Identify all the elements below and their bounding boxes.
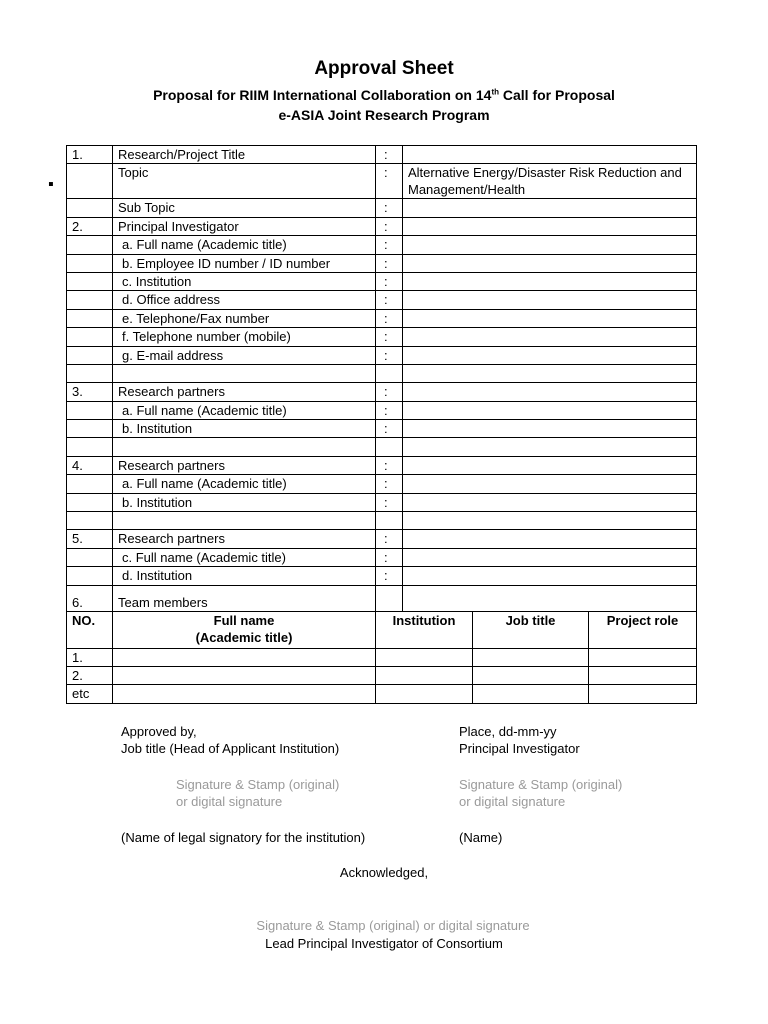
row-label: Team members xyxy=(113,585,376,611)
team-job-title-cell[interactable] xyxy=(473,666,589,684)
row-colon: : xyxy=(376,291,403,309)
row-colon: : xyxy=(376,217,403,235)
row-number: 2. xyxy=(67,217,113,235)
blank-spacer-row xyxy=(67,512,697,530)
row-label: Principal Investigator xyxy=(113,217,376,235)
team-project-role-cell[interactable] xyxy=(589,648,697,666)
row-value-field[interactable] xyxy=(403,199,697,217)
form-row xyxy=(67,585,697,611)
row-label: b. Institution xyxy=(113,493,376,511)
team-institution-cell[interactable] xyxy=(376,666,473,684)
team-institution-cell[interactable] xyxy=(376,648,473,666)
team-full-name-cell[interactable] xyxy=(113,685,376,703)
full-name-header-line: Full name xyxy=(213,612,275,628)
row-label: Research partners xyxy=(113,456,376,474)
form-row xyxy=(67,291,697,309)
spacer-cell xyxy=(113,438,376,456)
row-value-field[interactable] xyxy=(403,236,697,254)
row-number xyxy=(67,328,113,346)
right-signature-placeholder-2: or digital signature xyxy=(459,794,566,809)
team-header-project-role: Project role xyxy=(589,611,697,648)
blank-spacer-row xyxy=(67,438,697,456)
row-number: 3. xyxy=(67,383,113,401)
row-value-field[interactable] xyxy=(403,146,697,164)
lead-pi-label: Lead Principal Investigator of Consortium xyxy=(265,936,503,951)
form-row xyxy=(67,309,697,327)
bullet-marker: ▪ xyxy=(48,176,54,193)
row-label: d. Office address xyxy=(113,291,376,309)
spacer-cell xyxy=(376,512,403,530)
form-row xyxy=(67,383,697,401)
row-label: g. E-mail address xyxy=(113,346,376,364)
approval-form-table xyxy=(66,145,697,704)
row-colon: : xyxy=(376,164,403,199)
pi-name-label: (Name) xyxy=(459,830,503,845)
team-full-name-cell[interactable] xyxy=(113,648,376,666)
row-number xyxy=(67,548,113,566)
bottom-signature-placeholder: Signature & Stamp (original) or digital signature xyxy=(256,918,530,933)
left-signature-placeholder: Signature & Stamp (original) xyxy=(176,777,340,792)
row-value-field[interactable] xyxy=(403,401,697,419)
row-number xyxy=(67,309,113,327)
row-colon: : xyxy=(376,346,403,364)
row-number xyxy=(67,291,113,309)
row-value-field[interactable] xyxy=(403,346,697,364)
row-value-field[interactable] xyxy=(403,456,697,474)
spacer-cell xyxy=(376,438,403,456)
row-colon: : xyxy=(376,401,403,419)
row-label: a. Full name (Academic title) xyxy=(113,236,376,254)
team-row-number: 2. xyxy=(67,666,113,684)
row-value-field[interactable] xyxy=(403,493,697,511)
subtitle-text: Proposal for RIIM International Collaboration on 14 xyxy=(153,87,492,103)
row-colon: : xyxy=(376,199,403,217)
row-colon: : xyxy=(376,493,403,511)
head-job-title: Job title (Head of Applicant Institution) xyxy=(121,741,340,756)
row-value-field[interactable] xyxy=(403,309,697,327)
form-row xyxy=(67,272,697,290)
row-label: d. Institution xyxy=(113,567,376,585)
row-colon: : xyxy=(376,530,403,548)
form-row xyxy=(67,456,697,474)
spacer-cell xyxy=(113,512,376,530)
row-number: 1. xyxy=(67,146,113,164)
row-value-field[interactable] xyxy=(403,254,697,272)
row-colon: : xyxy=(376,254,403,272)
spacer-cell xyxy=(67,438,113,456)
row-value-field[interactable] xyxy=(403,548,697,566)
row-label: Sub Topic xyxy=(113,199,376,217)
row-value-field[interactable] xyxy=(403,420,697,438)
row-colon: : xyxy=(376,567,403,585)
row-label: e. Telephone/Fax number xyxy=(113,309,376,327)
row-label: f. Telephone number (mobile) xyxy=(113,328,376,346)
form-row xyxy=(67,254,697,272)
row-value-field[interactable] xyxy=(403,567,697,585)
row-number xyxy=(67,420,113,438)
spacer-cell xyxy=(403,364,697,382)
team-job-title-cell[interactable] xyxy=(473,648,589,666)
row-label: Topic xyxy=(113,164,376,199)
row-number: 5. xyxy=(67,530,113,548)
subtitle-superscript: th xyxy=(491,87,499,97)
row-label: b. Employee ID number / ID number xyxy=(113,254,376,272)
row-value-field[interactable] xyxy=(403,217,697,235)
row-colon: : xyxy=(376,420,403,438)
spacer-cell xyxy=(67,512,113,530)
team-job-title-cell[interactable] xyxy=(473,685,589,703)
row-label: Research partners xyxy=(113,530,376,548)
subtitle-line-2: e-ASIA Joint Research Program xyxy=(278,107,490,123)
form-row xyxy=(67,530,697,548)
team-header-no: NO. xyxy=(67,611,113,648)
row-number xyxy=(67,567,113,585)
subtitle-text-end: Call for Proposal xyxy=(499,87,615,103)
row-value-field[interactable] xyxy=(403,272,697,290)
row-colon: : xyxy=(376,146,403,164)
row-value-field[interactable] xyxy=(403,291,697,309)
row-number: 4. xyxy=(67,456,113,474)
form-row xyxy=(67,401,697,419)
row-label: a. Full name (Academic title) xyxy=(113,401,376,419)
form-row xyxy=(67,475,697,493)
row-number xyxy=(67,254,113,272)
row-label: a. Full name (Academic title) xyxy=(113,475,376,493)
team-full-name-cell[interactable] xyxy=(113,666,376,684)
row-number: 6. xyxy=(67,585,113,611)
form-row xyxy=(67,217,697,235)
row-label: c. Institution xyxy=(113,272,376,290)
form-row xyxy=(67,164,697,199)
row-value-field[interactable] xyxy=(403,383,697,401)
row-colon: : xyxy=(376,236,403,254)
form-row xyxy=(67,146,697,164)
team-member-row xyxy=(67,648,697,666)
form-row xyxy=(67,493,697,511)
form-row xyxy=(67,199,697,217)
row-value-field[interactable] xyxy=(403,585,697,611)
team-header-institution: Institution xyxy=(376,611,473,648)
academic-title-header-line: (Academic title) xyxy=(195,629,293,645)
approved-by-label: Approved by, xyxy=(121,724,197,739)
team-row-number: etc xyxy=(67,685,113,703)
spacer-cell xyxy=(113,364,376,382)
row-number xyxy=(67,493,113,511)
team-header-row xyxy=(67,611,697,648)
row-number xyxy=(67,272,113,290)
spacer-cell xyxy=(403,512,697,530)
row-number xyxy=(67,346,113,364)
spacer-cell xyxy=(376,364,403,382)
acknowledged-label: Acknowledged, xyxy=(339,865,429,880)
row-colon: : xyxy=(376,383,403,401)
row-colon: : xyxy=(376,272,403,290)
pi-role-label: Principal Investigator xyxy=(459,741,580,756)
team-member-row xyxy=(67,685,697,703)
row-colon: : xyxy=(376,475,403,493)
blank-spacer-row xyxy=(67,364,697,382)
row-colon: : xyxy=(376,548,403,566)
row-label: c. Full name (Academic title) xyxy=(113,548,376,566)
row-value-field[interactable] xyxy=(403,475,697,493)
row-colon: : xyxy=(376,309,403,327)
left-signature-placeholder-2: or digital signature xyxy=(176,794,283,809)
row-number xyxy=(67,199,113,217)
row-value-field[interactable]: Alternative Energy/Disaster Risk Reduction and Management/Health xyxy=(403,164,697,199)
team-header-full-name xyxy=(113,611,376,648)
row-number xyxy=(67,164,113,199)
form-row xyxy=(67,328,697,346)
subtitle-line-1 xyxy=(0,87,768,103)
row-colon-cell xyxy=(376,585,403,611)
form-row xyxy=(67,420,697,438)
form-row xyxy=(67,236,697,254)
form-body xyxy=(67,146,697,704)
team-project-role-cell[interactable] xyxy=(589,685,697,703)
legal-signatory-name: (Name of legal signatory for the institution) xyxy=(121,830,366,845)
row-number xyxy=(67,475,113,493)
team-project-role-cell[interactable] xyxy=(589,666,697,684)
form-row xyxy=(67,548,697,566)
spacer-cell xyxy=(403,438,697,456)
place-date-label: Place, dd-mm-yy xyxy=(459,724,557,739)
spacer-cell xyxy=(67,364,113,382)
row-value-field[interactable] xyxy=(403,328,697,346)
row-colon: : xyxy=(376,456,403,474)
row-value-field[interactable] xyxy=(403,530,697,548)
form-row xyxy=(67,346,697,364)
team-member-row xyxy=(67,666,697,684)
form-row xyxy=(67,567,697,585)
row-number xyxy=(67,401,113,419)
page-title: Approval Sheet xyxy=(314,58,454,79)
right-signature-placeholder: Signature & Stamp (original) xyxy=(459,777,623,792)
row-label: Research partners xyxy=(113,383,376,401)
team-institution-cell[interactable] xyxy=(376,685,473,703)
team-row-number: 1. xyxy=(67,648,113,666)
row-number xyxy=(67,236,113,254)
row-label: b. Institution xyxy=(113,420,376,438)
team-header-job-title: Job title xyxy=(473,611,589,648)
row-colon: : xyxy=(376,328,403,346)
row-label: Research/Project Title xyxy=(113,146,376,164)
